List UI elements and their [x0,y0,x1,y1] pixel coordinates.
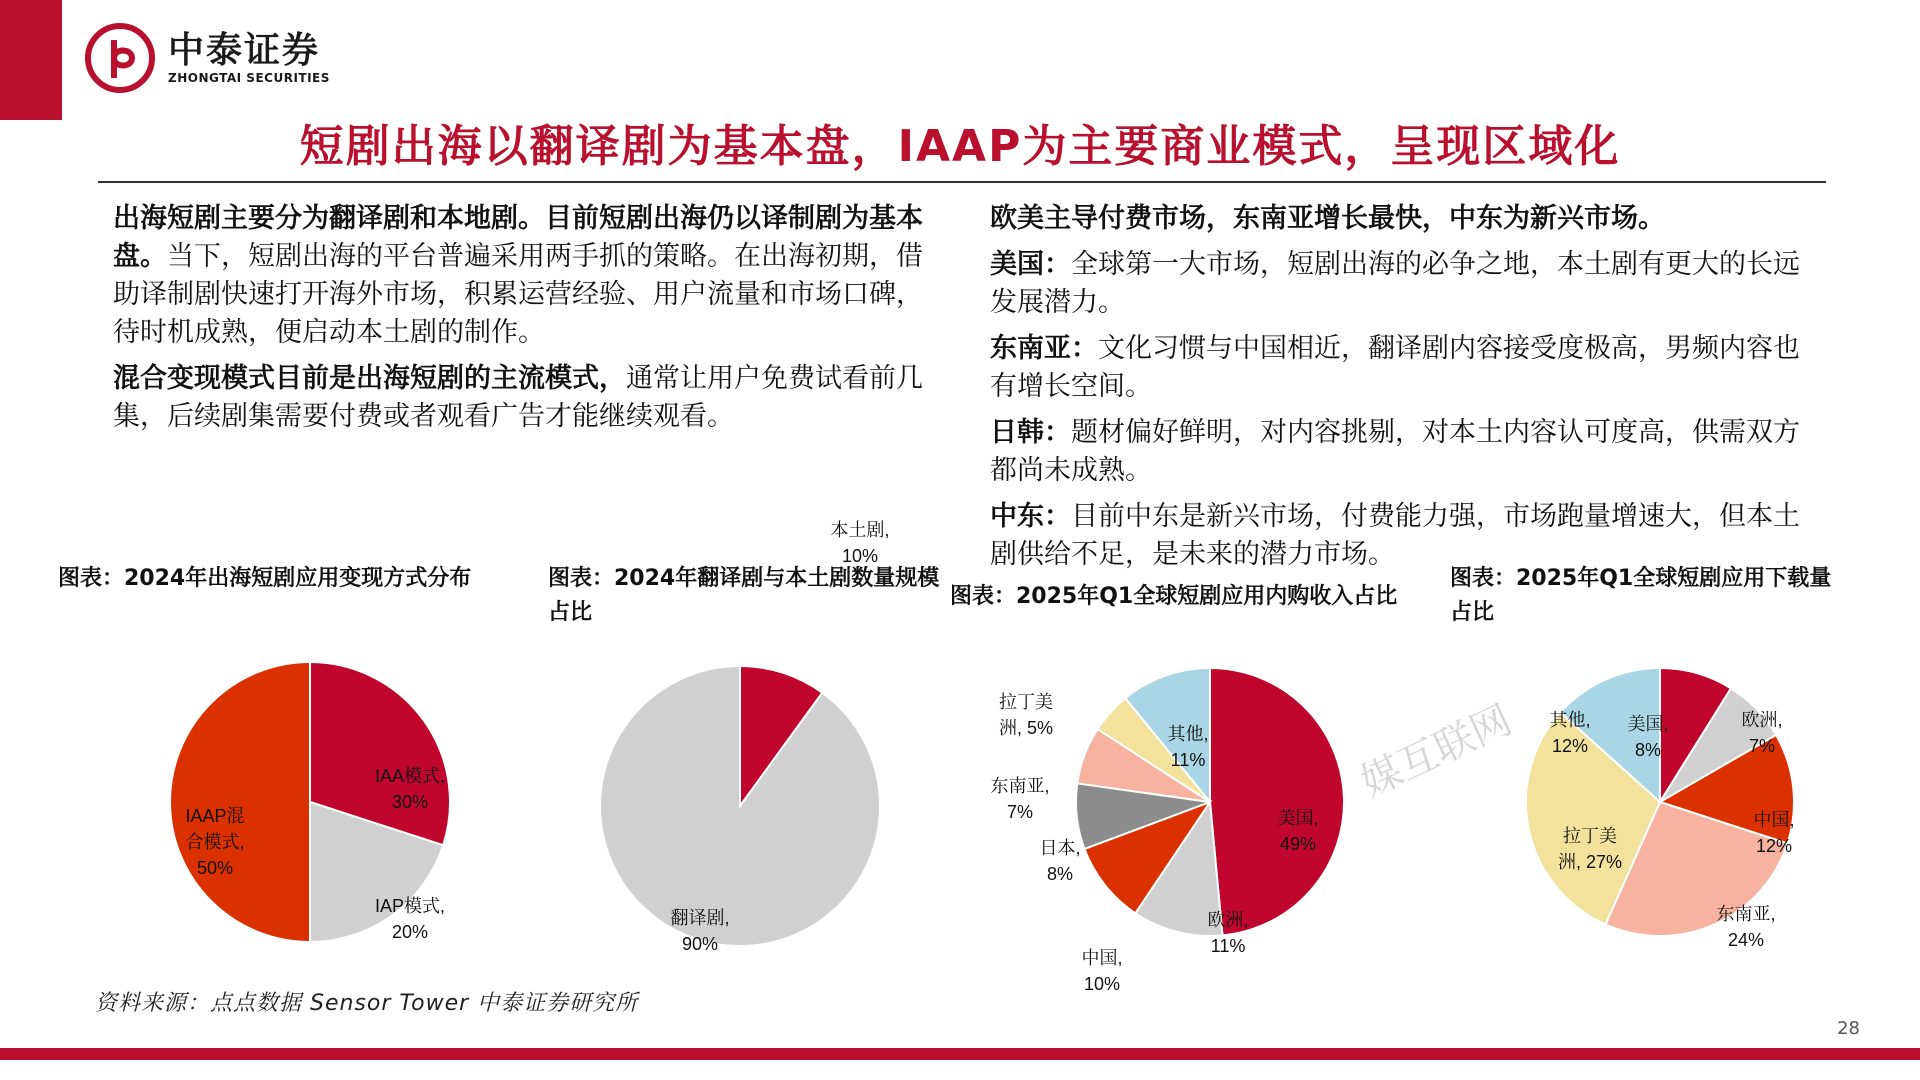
region-label: 美国： [990,249,1071,280]
source-note: 资料来源：点点数据 Sensor Tower 中泰证券研究所 [95,991,639,1016]
pie-slice [1210,668,1344,935]
title-divider [98,181,1826,183]
pie-data-label: 美国, 8% [1627,714,1669,760]
pie-data-label: 其他, 12% [1549,710,1591,756]
pie-slice [170,662,310,942]
region-item-us [990,246,1820,322]
region-text: 文化习惯与中国相近，翻译剧内容接受度极高，男频内容也有增长空间。 [990,333,1800,402]
pie-data-label: 东南亚, 24% [1716,904,1776,950]
region-item-sea [990,330,1820,406]
pie-data-label: 中国, 12% [1753,810,1795,856]
pie-data-label: IAA模式, 30% [374,766,446,812]
page-number: 28 [1837,1018,1860,1039]
pie-chart-iap-revenue [980,640,1360,994]
chart-2-caption: 图表：2024年翻译剧与本土剧数量规模占比 [548,566,940,625]
left-p1-rest: 当下，短剧出海的平台普遍采用两手抓的策略。在出海初期，借助译制剧快速打开海外市场，积累运营经验、用户流量和市场口碑，待时机成熟，便启动本土剧的制作。 [113,241,923,348]
pie-data-label: 拉丁美洲, 27% [1557,826,1623,872]
corner-red-block [0,0,62,120]
left-text-block [113,200,933,444]
pie-data-label: 欧洲, 7% [1741,710,1783,756]
left-paragraph-2 [113,360,933,436]
region-text: 目前中东是新兴市场，付费能力强，市场跑量增速大，但本土剧供给不足，是未来的潜力市场。 [990,501,1800,570]
region-label: 中东： [990,501,1071,532]
region-label: 东南亚： [990,333,1098,364]
left-paragraph-1 [113,200,933,352]
pie-data-label: IAP模式, 20% [374,896,446,942]
pie-data-label: 拉丁美洲, 5% [998,692,1054,738]
pie-data-label: 本土剧, 10% [830,520,890,566]
pie-chart-downloads [1480,640,1900,960]
chart-4-caption: 图表：2025年Q1全球短剧应用下载量占比 [1450,566,1832,625]
brand-name-cn: 中泰证券 [168,30,321,71]
region-text: 题材偏好鲜明，对内容挑剔，对本土内容认可度高，供需双方都尚未成熟。 [990,417,1800,486]
right-text-block [990,200,1820,582]
left-p1-bold: 出海短剧主要分为翻译剧和本地剧。目前短剧出海仍以译制剧为基本盘。 [113,203,923,272]
region-label: 日韩： [990,417,1071,448]
bottom-red-bar [0,1048,1920,1060]
watermark: 媒互联网 [1354,697,1519,807]
pie-data-label: 日本, 8% [1039,838,1081,884]
brand-logo [84,22,330,94]
pie-data-label: 中国, 10% [1081,948,1123,994]
chart-1-caption: 图表：2024年出海短剧应用变现方式分布 [58,566,472,591]
zhongtai-logo-icon [84,22,156,94]
region-text: 全球第一大市场，短剧出海的必争之地，本土剧有更大的长远发展潜力。 [990,249,1800,318]
pie-slice [600,666,880,946]
pie-data-label: 其他, 11% [1167,724,1209,770]
pie-data-label: IAAP混合模式, 50% [185,806,245,878]
right-heading [990,200,1820,238]
pie-data-label: 美国, 49% [1277,808,1319,854]
brand-name-en: ZHONGTAI SECURITIES [168,71,330,85]
pie-data-label: 欧洲, 11% [1207,910,1249,956]
pie-data-label: 东南亚, 7% [990,776,1050,822]
region-item-jk [990,414,1820,490]
left-p2-rest: 通常让用户免费试看前几集，后续剧集需要付费或者观看广告才能继续观看。 [113,363,923,432]
left-p2-bold: 混合变现模式目前是出海短剧的主流模式， [113,363,626,394]
page-title: 短剧出海以翻译剧为基本盘，IAAP为主要商业模式，呈现区域化 [299,121,1621,172]
pie-data-label: 翻译剧, 90% [670,908,730,954]
chart-3-caption: 图表：2025年Q1全球短剧应用内购收入占比 [950,584,1398,609]
right-heading-text: 欧美主导付费市场，东南亚增长最快，中东为新兴市场。 [990,203,1665,234]
pie-chart-monetization [150,640,480,960]
